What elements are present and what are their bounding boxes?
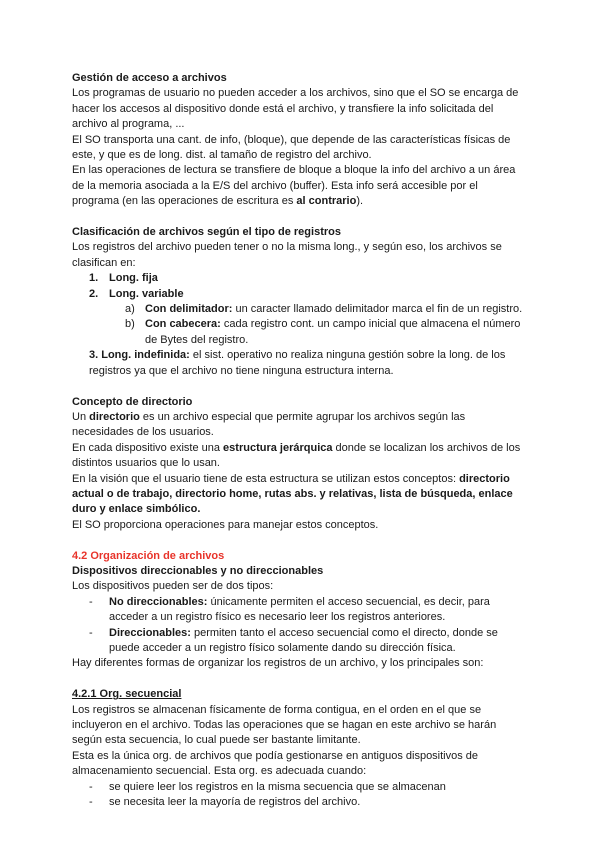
list-item: - Direccionables: permiten tanto el acceso secuencial como el directo, donde se puede acceder a un registro físico solamente dando su dirección física. [89, 626, 498, 654]
paragraph: En las operaciones de lectura se transfiere de bloque a bloque la info del archivo a un área de la memoria asociada a la E/S del archivo (buffer). Esta info será accesible por el programa (en las operaciones de escritura es al contrario). [72, 164, 516, 208]
paragraph: En cada dispositivo existe una estructura jerárquica donde se localizan los archivos de los distintos usuarios que lo usan. [72, 441, 521, 470]
paragraph: Los dispositivos pueden ser de dos tipos: [72, 580, 274, 593]
list-item: 1. Long. fija [89, 272, 158, 285]
paragraph: Esta es la única org. de archivos que podía gestionarse en antiguos dispositivos de almacenamiento secuencial. Esta org. es adecuada cuando: [72, 749, 479, 778]
section-title-acceso: Gestión de acceso a archivos [72, 72, 227, 84]
list-item: 3. Long. indefinida: el sist. operativo no realiza ninguna gestión sobre la long. de los registros ya que el archivo no tiene ninguna estructura interna. [89, 349, 506, 377]
paragraph: El SO transporta una cant. de info, (bloque), que depende de las características físicas de este, y que es de long. dist. al tamaño de registro del archivo. [72, 133, 511, 162]
list-item: - se quiere leer los registros en la misma secuencia que se almacenan [89, 780, 446, 793]
list-item: b) Con cabecera: cada registro cont. un campo inicial que almacena el número de Bytes del registro. [125, 318, 521, 346]
section-title-organizacion: 4.2 Organización de archivos [72, 549, 225, 562]
paragraph: Los registros se almacenan físicamente de forma contigua, en el orden en el que se incluyeron en el archivo. Todas las operaciones que se hagan en este archivo se harán según esta secuencia, lo cual puede ser bastante limitante. [72, 703, 497, 747]
section-title-secuencial: 4.2.1 Org. secuencial [72, 688, 182, 701]
section-title-directorio: Concepto de directorio [72, 395, 193, 408]
list-item: 2. Long. variable [89, 287, 184, 300]
list-item: a) Con delimitador: un caracter llamado delimitador marca el fin de un registro. [125, 303, 523, 316]
paragraph: Los registros del archivo pueden tener o no la misma long., y según eso, los archivos se clasifican en: [72, 241, 502, 269]
paragraph: El SO proporciona operaciones para manejar estos conceptos. [72, 518, 379, 531]
list-item: - No direccionables: únicamente permiten el acceso secuencial, es decir, para acceder a un registro físico es necesario leer los registros anteriores. [89, 595, 490, 624]
paragraph: Hay diferentes formas de organizar los registros de un archivo, y los principales son: [72, 657, 484, 670]
paragraph: En la visión que el usuario tiene de esta estructura se utilizan estos conceptos: directorio actual o de trabajo, directorio home, rutas abs. y relativas, lista de búsqueda, enlace duro y enlace simbólico. [72, 472, 513, 516]
paragraph: Los programas de usuario no pueden acceder a los archivos, sino que el SO se encarga de hacer los accesos al dispositivo donde está el archivo, y transfiere la info solicitada del archivo al programa, ... [72, 87, 519, 131]
paragraph: Un directorio es un archivo especial que permite agrupar los archivos según las necesidades de los usuarios. [72, 410, 466, 439]
subsection-title: Dispositivos direccionables y no direccionables [72, 564, 324, 577]
list-item: - se necesita leer la mayoría de registros del archivo. [89, 796, 361, 809]
section-title-clasificacion: Clasificación de archivos según el tipo de registros [72, 226, 341, 239]
